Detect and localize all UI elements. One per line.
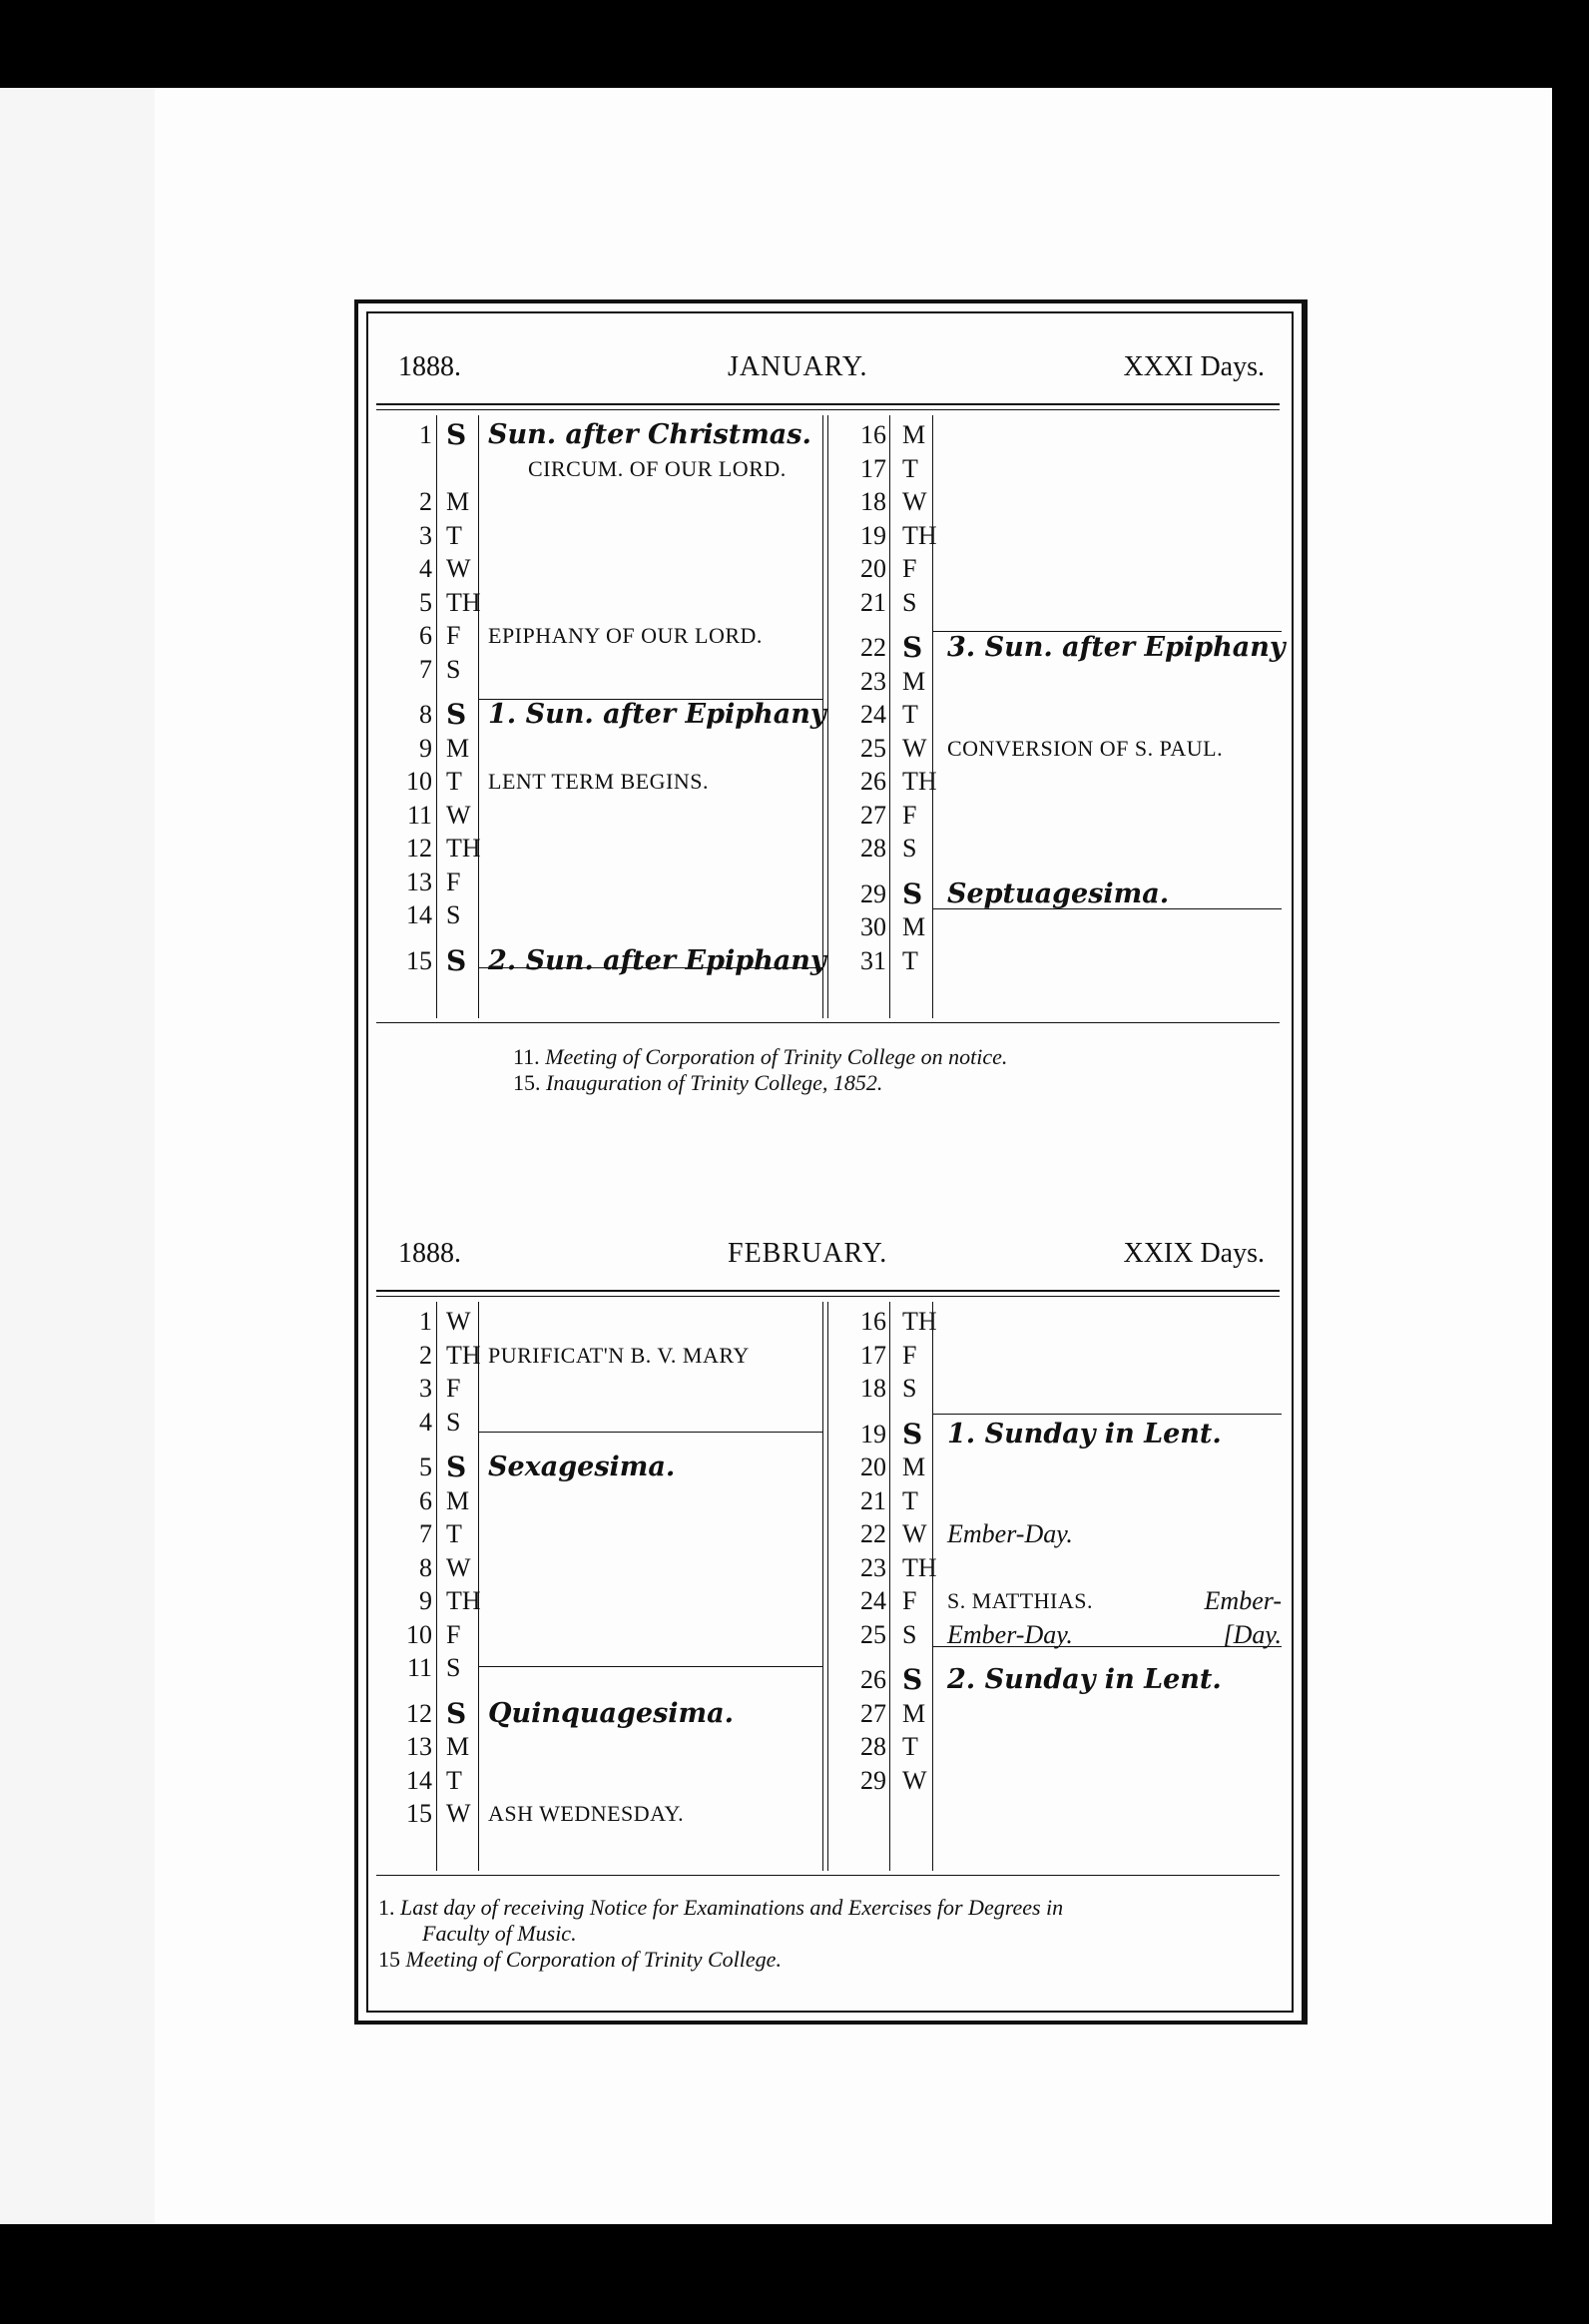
february-day-number: 15: [406, 1799, 432, 1828]
january-day-number: 11: [406, 800, 432, 830]
february-note-text: Faculty of Music.: [422, 1921, 577, 1946]
february-bottom-rule: [376, 1875, 1280, 1876]
january-event: 1. Sun. after Epiphany: [488, 699, 826, 730]
february-column-rule: [932, 1302, 933, 1871]
january-day-number: 17: [860, 453, 886, 483]
january-weekday: S: [902, 631, 923, 664]
january-column-rule: [889, 415, 890, 1018]
january-weekday: T: [902, 700, 918, 729]
february-weekday: S: [902, 1619, 917, 1649]
january-header-rule: [376, 403, 1280, 405]
january-weekday: S: [446, 900, 461, 929]
february-header-rule: [376, 1290, 1280, 1292]
february-event: Quinquagesima.: [488, 1697, 735, 1729]
february-weekday: W: [446, 1307, 471, 1336]
february-weekday: TH: [446, 1340, 481, 1370]
february-column-rule: [436, 1302, 437, 1871]
february-weekday: W: [446, 1552, 471, 1582]
february-day-number: 20: [860, 1452, 886, 1481]
january-weekday: F: [902, 800, 917, 830]
january-week-rule: [478, 699, 822, 700]
february-event-continuation: [Day.: [1223, 1619, 1282, 1649]
january-day-number: 21: [860, 587, 886, 617]
february-event: 2. Sunday in Lent.: [947, 1664, 1222, 1695]
february-note-number: 1.: [378, 1895, 400, 1920]
january-weekday: T: [446, 520, 462, 550]
january-day-number: 29: [860, 878, 886, 908]
february-weekday: S: [902, 1374, 917, 1403]
february-day-number: 18: [860, 1374, 886, 1403]
calendar-frame-inner: [366, 311, 1294, 2013]
february-day-number: 19: [860, 1419, 886, 1449]
january-day-number: 15: [406, 945, 432, 975]
january-day-number: 30: [860, 912, 886, 941]
january-day-number: 6: [419, 621, 432, 650]
february-header-rule-2: [376, 1296, 1280, 1297]
february-day-number: 8: [419, 1552, 432, 1582]
february-day-number: 10: [406, 1619, 432, 1649]
february-note-number: 15: [378, 1947, 406, 1972]
february-event: ASH WEDNESDAY.: [488, 1801, 685, 1826]
february-day-number: 5: [419, 1452, 432, 1481]
february-day-number: 6: [419, 1485, 432, 1515]
january-year: 1888.: [398, 351, 461, 382]
january-header-rule-2: [376, 409, 1280, 410]
january-day-number: 7: [419, 654, 432, 684]
january-event: CIRCUM. OF OUR LORD.: [528, 455, 787, 481]
january-column-rule: [827, 415, 828, 1018]
january-day-number: 31: [860, 945, 886, 975]
january-note-number: 11.: [513, 1044, 546, 1069]
january-day-number: 8: [419, 700, 432, 729]
january-event: CONVERSION OF S. PAUL.: [947, 735, 1224, 761]
february-weekday: T: [902, 1485, 918, 1515]
february-weekday: M: [446, 1485, 470, 1515]
january-weekday: TH: [446, 587, 481, 617]
february-event: PURIFICAT'N B. V. MARY: [488, 1342, 750, 1368]
february-day-number: 17: [860, 1340, 886, 1370]
february-weekday: S: [446, 1653, 461, 1682]
february-weekday: W: [902, 1519, 927, 1548]
january-column-rule: [436, 415, 437, 1018]
january-note-text: Meeting of Corporation of Trinity College on notice.: [545, 1044, 1008, 1069]
february-week-rule: [932, 1414, 1282, 1415]
february-weekday: TH: [446, 1586, 481, 1615]
january-week-rule: [932, 631, 1282, 632]
february-column-rule: [827, 1302, 828, 1871]
february-day-number: 21: [860, 1485, 886, 1515]
january-weekday: T: [902, 453, 918, 483]
january-weekday: M: [902, 666, 926, 696]
february-weekday: T: [446, 1519, 462, 1548]
february-day-number: 1: [419, 1307, 432, 1336]
february-header: [378, 1230, 1287, 1280]
february-weekday: TH: [902, 1552, 937, 1582]
january-day-number: 5: [419, 587, 432, 617]
january-day-number: 16: [860, 420, 886, 449]
january-day-number: 25: [860, 733, 886, 763]
january-event: 3. Sun. after Epiphany: [947, 632, 1286, 663]
february-day-number: 29: [860, 1765, 886, 1795]
january-bottom-rule: [376, 1022, 1280, 1023]
february-week-rule: [478, 1666, 822, 1667]
january-note-text: Inauguration of Trinity College, 1852.: [546, 1070, 883, 1095]
february-weekday: T: [446, 1765, 462, 1795]
february-event: Sexagesima.: [488, 1452, 676, 1482]
february-weekday: F: [902, 1340, 917, 1370]
february-title: FEBRUARY.: [728, 1238, 888, 1269]
february-day-number: 24: [860, 1586, 886, 1615]
february-weekday: S: [446, 1696, 467, 1730]
january-day-number: 19: [860, 520, 886, 550]
january-note: [513, 1070, 882, 1096]
january-weekday: W: [902, 487, 927, 516]
february-day-number: 23: [860, 1552, 886, 1582]
january-event: Sun. after Christmas.: [488, 419, 811, 450]
february-day-number: 22: [860, 1519, 886, 1548]
january-event: Septuagesima.: [947, 877, 1170, 909]
calendar-frame: [354, 299, 1308, 2025]
january-title: JANUARY.: [728, 351, 868, 382]
february-day-number: 7: [419, 1519, 432, 1548]
january-weekday: F: [446, 621, 461, 650]
january-day-number: 27: [860, 800, 886, 830]
january-weekday: S: [902, 834, 917, 863]
january-day-number: 10: [406, 767, 432, 796]
january-weekday: F: [902, 554, 917, 583]
february-event: S. MATTHIAS.: [947, 1588, 1093, 1613]
january-weekday: S: [446, 943, 467, 977]
january-note-number: 15.: [513, 1070, 546, 1095]
january-weekday: W: [902, 733, 927, 763]
february-weekday: W: [446, 1799, 471, 1828]
january-weekday: S: [902, 876, 923, 910]
january-day-number: 3: [419, 520, 432, 550]
february-day-number: 26: [860, 1665, 886, 1694]
february-weekday: F: [446, 1619, 461, 1649]
january-week-rule: [932, 908, 1282, 909]
february-weekday: S: [902, 1417, 923, 1451]
february-note-text: Meeting of Corporation of Trinity College.: [405, 1947, 782, 1972]
february-day-number: 12: [406, 1698, 432, 1728]
february-note: [378, 1921, 577, 1947]
january-day-number: 22: [860, 633, 886, 662]
facing-page-edge: [0, 88, 158, 2224]
february-weekday: F: [902, 1586, 917, 1615]
february-day-number: 16: [860, 1307, 886, 1336]
february-day-number: 9: [419, 1586, 432, 1615]
january-day-number: 24: [860, 700, 886, 729]
january-event: LENT TERM BEGINS.: [488, 769, 709, 794]
february-weekday: S: [446, 1451, 467, 1483]
january-days-label: XXXI Days.: [1123, 351, 1265, 382]
january-weekday: M: [446, 487, 470, 516]
january-day-number: 9: [419, 733, 432, 763]
january-column-rule: [478, 415, 479, 1018]
january-day-number: 18: [860, 487, 886, 516]
february-weekday: S: [902, 1663, 923, 1696]
january-note: [513, 1044, 1007, 1070]
january-day-number: 23: [860, 666, 886, 696]
january-weekday: S: [902, 587, 917, 617]
february-day-number: 27: [860, 1698, 886, 1728]
february-day-number: 14: [406, 1765, 432, 1795]
february-day-number: 28: [860, 1732, 886, 1761]
january-weekday: T: [902, 945, 918, 975]
january-day-number: 1: [419, 420, 432, 449]
february-weekday: M: [446, 1732, 470, 1761]
january-day-number: 20: [860, 554, 886, 583]
february-event: Ember-Day.: [947, 1619, 1073, 1649]
january-weekday: S: [446, 418, 467, 451]
february-weekday: W: [902, 1765, 927, 1795]
january-day-number: 13: [406, 867, 432, 896]
february-weekday: F: [446, 1374, 461, 1403]
february-weekday: M: [902, 1452, 926, 1481]
february-column-rule: [822, 1302, 823, 1871]
january-weekday: TH: [446, 834, 481, 863]
february-weekday: TH: [902, 1307, 937, 1336]
january-weekday: M: [446, 733, 470, 763]
january-day-number: 4: [419, 554, 432, 583]
january-day-number: 14: [406, 900, 432, 929]
february-day-number: 25: [860, 1619, 886, 1649]
january-weekday: F: [446, 867, 461, 896]
february-day-number: 11: [406, 1653, 432, 1682]
february-day-number: 3: [419, 1374, 432, 1403]
january-weekday: S: [446, 654, 461, 684]
january-weekday: TH: [902, 520, 937, 550]
january-day-number: 26: [860, 767, 886, 796]
january-header: [378, 343, 1287, 393]
january-column-rule: [932, 415, 933, 1018]
february-weekday: S: [446, 1407, 461, 1437]
january-weekday: S: [446, 698, 467, 731]
january-weekday: T: [446, 767, 462, 796]
january-event: 2. Sun. after Epiphany: [488, 944, 826, 976]
february-week-rule: [932, 1646, 1282, 1647]
january-weekday: M: [902, 912, 926, 941]
january-day-number: 2: [419, 487, 432, 516]
february-weekday: M: [902, 1698, 926, 1728]
february-event: Ember-Day.: [947, 1519, 1073, 1548]
february-note-text: Last day of receiving Notice for Examinations and Exercises for Degrees in: [400, 1895, 1064, 1920]
february-note: [378, 1895, 1063, 1921]
february-event: 1. Sunday in Lent.: [947, 1418, 1222, 1450]
january-weekday: M: [902, 420, 926, 449]
february-day-number: 2: [419, 1340, 432, 1370]
february-day-number: 4: [419, 1407, 432, 1437]
february-column-rule: [889, 1302, 890, 1871]
february-days-label: XXIX Days.: [1123, 1238, 1265, 1269]
january-weekday: W: [446, 554, 471, 583]
february-note: [378, 1947, 782, 1973]
january-week-rule: [478, 967, 822, 968]
january-day-number: 28: [860, 834, 886, 863]
january-day-number: 12: [406, 834, 432, 863]
february-day-number: 13: [406, 1732, 432, 1761]
february-event-continuation: Ember-: [1204, 1586, 1282, 1615]
january-weekday: TH: [902, 767, 937, 796]
february-year: 1888.: [398, 1238, 461, 1269]
january-weekday: W: [446, 800, 471, 830]
february-week-rule: [478, 1432, 822, 1433]
january-event: EPIPHANY OF OUR LORD.: [488, 623, 763, 648]
february-weekday: T: [902, 1732, 918, 1761]
